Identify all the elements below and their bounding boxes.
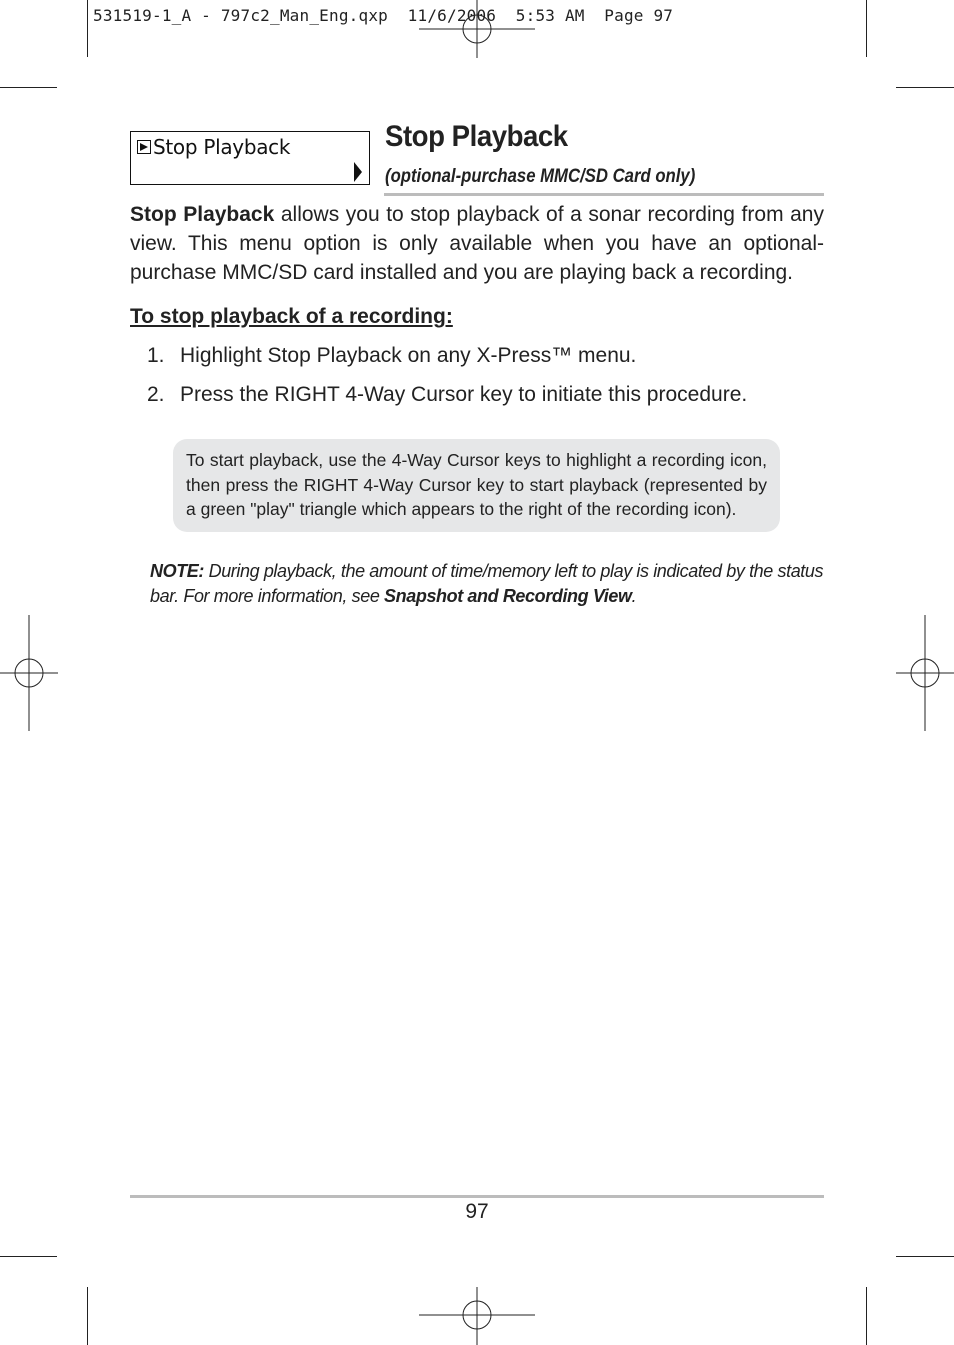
page-subtitle: (optional-purchase MMC/SD Card only) (385, 166, 696, 187)
step-text: Press the RIGHT 4-Way Cursor key to initiate this procedure. (180, 383, 748, 406)
registration-mark (419, 1285, 535, 1345)
title-divider (384, 193, 824, 196)
footer-divider (130, 1195, 824, 1198)
page-title: Stop Playback (385, 120, 568, 153)
note-reference: Snapshot and Recording View (384, 586, 632, 606)
crop-mark (87, 1287, 88, 1345)
registration-mark (896, 615, 954, 731)
intro-bold-lead: Stop Playback (130, 203, 275, 226)
crop-mark (896, 87, 954, 88)
note-label: NOTE: (150, 561, 204, 581)
procedure-steps (147, 343, 827, 421)
intro-text: allows you to stop playback of a sonar recording from any view. This menu option is only available when you have an optional-purchase MMC/SD card installed and you are playing back a recording. (130, 203, 824, 284)
list-item (147, 382, 827, 408)
page-number: 97 (465, 1200, 489, 1223)
list-item (147, 343, 827, 369)
step-number: 1. (147, 344, 165, 367)
crop-mark (0, 1256, 57, 1257)
crop-mark (866, 1287, 867, 1345)
step-number: 2. (147, 383, 165, 406)
crop-mark (0, 87, 57, 88)
note-text: During playback, the amount of time/memory left to play is indicated by the status bar. For more information, see (150, 561, 824, 606)
note-paragraph (150, 559, 830, 609)
crop-mark (87, 0, 88, 57)
crop-mark (896, 1256, 954, 1257)
tip-box: To start playback, use the 4-Way Cursor keys to highlight a recording icon, then press the RIGHT 4-Way Cursor key to start playback (represented by a green "play" triangle which appears to the right of the recording icon). (173, 439, 780, 532)
step-text: Highlight Stop Playback on any X-Press™ menu. (180, 344, 637, 367)
crop-mark (866, 0, 867, 57)
print-slug: 531519-1_A - 797c2_Man_Eng.qxp 11/6/2006 5:53 AM Page 97 (93, 6, 674, 25)
intro-paragraph (130, 200, 824, 287)
procedure-heading: To stop playback of a recording: (130, 305, 453, 328)
menu-item-illustration (130, 131, 370, 185)
play-icon (137, 140, 151, 154)
right-arrow-icon (354, 162, 362, 182)
menu-item-label: Stop Playback (153, 135, 291, 159)
note-text-end: . (631, 586, 637, 606)
registration-mark (0, 615, 60, 731)
